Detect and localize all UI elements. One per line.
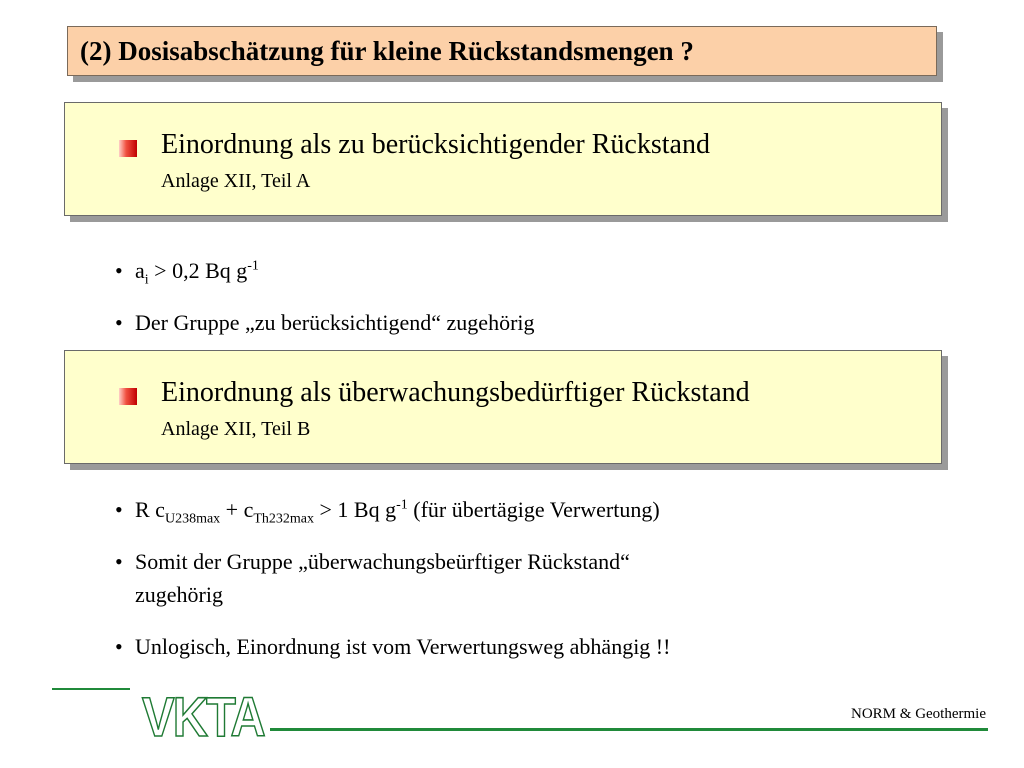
superscript-minus-one: -1 <box>247 258 259 274</box>
section-box-part-b <box>64 350 942 464</box>
symbol-a: a <box>135 258 145 283</box>
bullet-dot: • <box>115 310 123 335</box>
section-box-part-a <box>64 102 942 216</box>
bullet-dot: • <box>115 497 123 522</box>
title-banner <box>67 26 937 76</box>
logo-text: VKTA <box>142 685 265 748</box>
section-b-heading: Einordnung als überwachungsbedürftiger Rückstand <box>161 377 750 408</box>
bullet-dot: • <box>115 549 123 574</box>
vkta-logo <box>140 685 266 748</box>
threshold-text: > 0,2 Bq g <box>148 258 248 283</box>
formula-part-2: + c <box>220 497 254 522</box>
bullet-text: Unlogisch, Einordnung ist vom Verwertungsweg abhängig !! <box>135 634 671 659</box>
subscript-i: i <box>144 272 149 288</box>
red-square-bullet-icon <box>119 388 137 405</box>
footer-label: NORM & Geothermie <box>851 706 986 722</box>
slide-title: (2) Dosisabschätzung für kleine Rückstandsmengen ? <box>80 36 694 66</box>
section-b-subtitle: Anlage XII, Teil B <box>161 418 311 440</box>
red-square-bullet-icon <box>119 140 137 157</box>
footer-divider-right <box>270 728 988 731</box>
subscript-u238max: U238max <box>164 511 221 527</box>
subscript-th232max: Th232max <box>253 511 314 527</box>
formula-part-3: > 1 Bq g <box>314 497 397 522</box>
bullet-text: Der Gruppe „zu berücksichtigend“ zugehörig <box>135 310 535 335</box>
formula-note: (für übertägige Verwertung) <box>407 497 660 522</box>
bullet-dot: • <box>115 634 123 659</box>
bullet-text-line2: zugehörig <box>135 582 223 607</box>
formula-part-1: R c <box>135 497 165 522</box>
bullet-dot: • <box>115 258 123 283</box>
section-a-subtitle: Anlage XII, Teil A <box>161 170 311 192</box>
section-a-heading: Einordnung als zu berücksichtigender Rückstand <box>161 129 710 160</box>
footer-divider-left <box>52 688 130 690</box>
bullet-text-line1: Somit der Gruppe „überwachungsbeürftiger Rückstand“ <box>135 549 630 574</box>
superscript-minus-one: -1 <box>396 497 408 513</box>
